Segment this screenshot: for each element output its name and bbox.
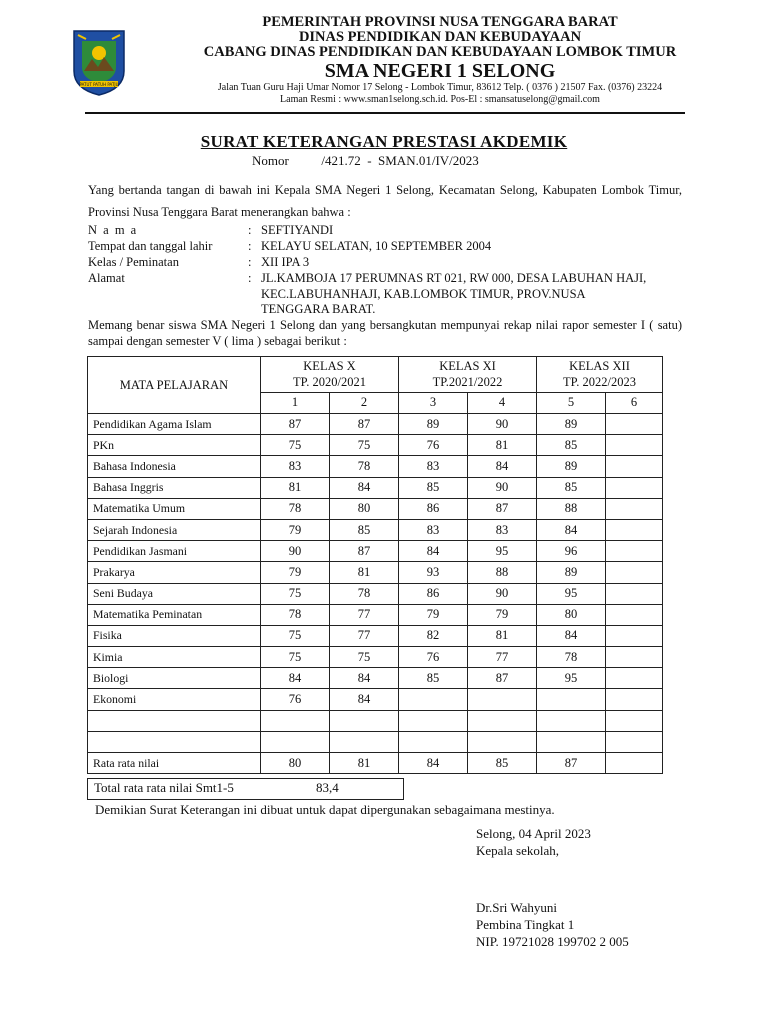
score-cell: 84	[399, 541, 468, 562]
score-cell	[606, 689, 663, 710]
header-line-3: CABANG DINAS PENDIDIKAN DAN KEBUDAYAAN LOMBOK TIMUR	[203, 44, 677, 60]
score-cell: 88	[537, 498, 606, 519]
letterhead	[140, 15, 740, 106]
score-cell: 75	[261, 625, 330, 646]
score-cell: 81	[468, 435, 537, 456]
score-cell: 85	[468, 753, 537, 774]
score-cell: 85	[537, 477, 606, 498]
score-cell	[468, 710, 537, 731]
document-number: Nomor /421.72 - SMAN.01/IV/2023	[252, 153, 479, 168]
score-cell: 87	[330, 414, 399, 435]
score-cell	[606, 647, 663, 668]
subject-cell: Sejarah Indonesia	[88, 519, 261, 540]
score-cell: 83	[399, 456, 468, 477]
score-cell: 84	[330, 689, 399, 710]
score-cell: 84	[330, 668, 399, 689]
header-line-2: DINAS PENDIDIKAN DAN KEBUDAYAAN	[298, 29, 582, 45]
subject-cell: Pendidikan Agama Islam	[88, 414, 261, 435]
score-cell	[261, 731, 330, 752]
score-cell: 78	[537, 647, 606, 668]
score-cell: 95	[537, 668, 606, 689]
header-divider	[85, 112, 685, 114]
table-row	[88, 477, 663, 498]
table-row	[88, 414, 663, 435]
score-cell	[537, 689, 606, 710]
logo-motto: PATUT PATUH PATJU	[79, 81, 119, 87]
subject-cell: Prakarya	[88, 562, 261, 583]
score-cell: 78	[261, 498, 330, 519]
subject-cell: Biologi	[88, 668, 261, 689]
score-cell: 89	[537, 562, 606, 583]
signature-name: Dr.Sri Wahyuni	[476, 900, 558, 915]
group-year: TP. 2020/2021	[293, 375, 366, 390]
score-cell: 85	[330, 519, 399, 540]
score-cell: 80	[261, 753, 330, 774]
score-cell: 93	[399, 562, 468, 583]
class-group-header	[399, 357, 537, 393]
score-cell: 75	[261, 583, 330, 604]
table-row	[88, 435, 663, 456]
score-cell: 84	[537, 519, 606, 540]
table-row	[88, 562, 663, 583]
score-cell: 87	[330, 541, 399, 562]
total-value: 83,4	[316, 780, 339, 795]
score-cell: 89	[537, 456, 606, 477]
subject-cell	[88, 731, 261, 752]
table-row	[88, 731, 663, 752]
score-cell	[606, 625, 663, 646]
school-address: Jalan Tuan Guru Haji Umar Nomor 17 Selong - Lombok Timur, 83612 Telp. ( 0376 ) 21507 Fax. (0376) 23224	[217, 82, 663, 93]
score-cell: 95	[468, 541, 537, 562]
subject-cell: Seni Budaya	[88, 583, 261, 604]
score-cell: 88	[468, 562, 537, 583]
score-cell: 75	[330, 435, 399, 456]
score-cell	[537, 710, 606, 731]
score-cell: 87	[468, 498, 537, 519]
signature-role: Kepala sekolah,	[476, 843, 560, 858]
score-cell: 85	[537, 435, 606, 456]
field-colon: :	[248, 223, 252, 237]
score-cell: 76	[399, 435, 468, 456]
subject-cell: Bahasa Indonesia	[88, 456, 261, 477]
subject-cell: Pendidikan Jasmani	[88, 541, 261, 562]
score-cell	[606, 668, 663, 689]
student-address: JL.KAMBOJA 17 PERUMNAS RT 021, RW 000, DESA LABUHAN HAJI, KEC.LABUHANHAJI, KAB.LOMBOK TIMUR, PROV.NUSA TENGGARA BARAT.	[261, 271, 647, 316]
semester-header-cell: 6	[606, 392, 663, 414]
score-cell: 84	[537, 625, 606, 646]
score-cell: 75	[261, 647, 330, 668]
group-year: TP. 2022/2023	[563, 375, 636, 390]
subject-cell: Matematika Peminatan	[88, 604, 261, 625]
signature-rank: Pembina Tingkat 1	[476, 917, 575, 932]
semester-header-cell: 1	[261, 392, 330, 414]
semester-header-cell: 3	[399, 392, 468, 414]
table-row	[88, 753, 663, 774]
table-row	[88, 456, 663, 477]
field-label: Kelas / Peminatan	[88, 255, 179, 269]
table-row	[88, 604, 663, 625]
school-website: Laman Resmi : www.sman1selong.sch.id. Pos-El : smansatuselong@gmail.com	[280, 94, 600, 105]
score-cell	[261, 710, 330, 731]
score-cell: 77	[330, 604, 399, 625]
score-cell: 81	[330, 562, 399, 583]
table-row	[88, 583, 663, 604]
score-cell	[537, 731, 606, 752]
semester-header-cell: 2	[330, 392, 399, 414]
semester-header-cell: 4	[468, 392, 537, 414]
score-cell	[330, 731, 399, 752]
score-cell	[606, 562, 663, 583]
score-cell	[606, 498, 663, 519]
score-cell	[468, 731, 537, 752]
school-name: SMA NEGERI 1 SELONG	[324, 60, 556, 82]
field-colon: :	[248, 271, 252, 285]
score-cell: 96	[537, 541, 606, 562]
score-cell	[606, 753, 663, 774]
document-title: SURAT KETERANGAN PRESTASI AKDEMIK	[200, 132, 568, 151]
grades-table	[87, 356, 663, 774]
subject-cell: Matematika Umum	[88, 498, 261, 519]
score-cell: 83	[261, 456, 330, 477]
student-birth: KELAYU SELATAN, 10 SEPTEMBER 2004	[261, 239, 492, 253]
score-cell: 81	[468, 625, 537, 646]
group-name: KELAS XI	[439, 359, 496, 374]
closing-sentence: Demikian Surat Keterangan ini dibuat untuk dapat dipergunakan sebagaimana mestinya.	[95, 802, 555, 817]
score-cell: 81	[330, 753, 399, 774]
table-row	[88, 647, 663, 668]
score-cell	[330, 710, 399, 731]
semester-header-cell: 5	[537, 392, 606, 414]
score-cell: 76	[399, 647, 468, 668]
score-cell	[606, 477, 663, 498]
subject-cell: Kimia	[88, 647, 261, 668]
score-cell	[468, 689, 537, 710]
score-cell	[606, 456, 663, 477]
score-cell: 89	[399, 414, 468, 435]
score-cell: 80	[330, 498, 399, 519]
score-cell: 90	[468, 583, 537, 604]
table-row	[88, 710, 663, 731]
score-cell: 86	[399, 583, 468, 604]
score-cell	[399, 689, 468, 710]
score-cell	[606, 541, 663, 562]
score-cell: 87	[261, 414, 330, 435]
intro-paragraph: Yang bertanda tangan di bawah ini Kepala SMA Negeri 1 Selong, Kecamatan Selong, Kabupaten Lombok Timur, Provinsi Nusa Tenggara Barat menerangkan bahwa :	[88, 183, 682, 219]
score-cell: 75	[330, 647, 399, 668]
score-cell	[606, 710, 663, 731]
score-cell: 80	[537, 604, 606, 625]
student-name: SEFTIYANDI	[261, 223, 334, 237]
score-cell: 77	[468, 647, 537, 668]
subject-cell: PKn	[88, 435, 261, 456]
score-cell: 79	[261, 562, 330, 583]
score-cell: 83	[468, 519, 537, 540]
table-row	[88, 689, 663, 710]
subject-header: MATA PELAJARAN	[88, 357, 261, 414]
subject-cell: Fisika	[88, 625, 261, 646]
score-cell: 78	[330, 583, 399, 604]
score-cell: 79	[399, 604, 468, 625]
score-cell	[399, 710, 468, 731]
score-cell: 86	[399, 498, 468, 519]
score-cell: 78	[330, 456, 399, 477]
header-line-1: PEMERINTAH PROVINSI NUSA TENGGARA BARAT	[262, 14, 618, 30]
field-label: Tempat dan tanggal lahir	[88, 239, 213, 253]
score-cell: 87	[468, 668, 537, 689]
score-cell: 84	[399, 753, 468, 774]
group-name: KELAS XII	[569, 359, 630, 374]
total-label: Total rata rata nilai Smt1-5	[94, 780, 234, 795]
score-cell: 90	[468, 477, 537, 498]
subject-cell: Rata rata nilai	[88, 753, 261, 774]
signature-place-date: Selong, 04 April 2023	[476, 826, 591, 841]
score-cell	[606, 604, 663, 625]
score-cell: 87	[537, 753, 606, 774]
score-cell	[606, 519, 663, 540]
table-row	[88, 625, 663, 646]
table-row	[88, 498, 663, 519]
group-year: TP.2021/2022	[432, 375, 503, 390]
ntb-province-emblem-icon	[70, 27, 128, 97]
score-cell: 78	[261, 604, 330, 625]
group-name: KELAS X	[303, 359, 356, 374]
score-cell: 85	[399, 477, 468, 498]
subject-cell	[88, 710, 261, 731]
score-cell: 79	[261, 519, 330, 540]
field-label: N a m a	[88, 223, 138, 237]
score-cell: 83	[399, 519, 468, 540]
score-cell: 90	[261, 541, 330, 562]
score-cell: 84	[330, 477, 399, 498]
score-cell	[606, 583, 663, 604]
score-cell	[606, 731, 663, 752]
score-cell	[399, 731, 468, 752]
field-colon: :	[248, 239, 252, 253]
table-row	[88, 541, 663, 562]
score-cell	[606, 414, 663, 435]
class-group-header	[537, 357, 663, 393]
score-cell: 77	[330, 625, 399, 646]
score-cell: 89	[537, 414, 606, 435]
subject-cell: Ekonomi	[88, 689, 261, 710]
score-cell: 82	[399, 625, 468, 646]
total-average-box	[87, 778, 404, 800]
table-row	[88, 519, 663, 540]
signature-nip: NIP. 19721028 199702 2 005	[476, 934, 629, 949]
score-cell: 75	[261, 435, 330, 456]
field-label: Alamat	[88, 271, 125, 285]
score-cell: 84	[261, 668, 330, 689]
score-cell: 84	[468, 456, 537, 477]
student-class: XII IPA 3	[261, 255, 310, 269]
score-cell: 95	[537, 583, 606, 604]
score-cell: 79	[468, 604, 537, 625]
subject-cell: Bahasa Inggris	[88, 477, 261, 498]
class-group-header	[261, 357, 399, 393]
score-cell	[606, 435, 663, 456]
field-colon: :	[248, 255, 252, 269]
statement-paragraph: Memang benar siswa SMA Negeri 1 Selong dan yang bersangkutan mempunyai rekap nilai rapor semester I ( satu) sampai dengan semester V ( lima ) sebagai berikut :	[88, 318, 682, 348]
score-cell: 90	[468, 414, 537, 435]
score-cell: 76	[261, 689, 330, 710]
score-cell: 81	[261, 477, 330, 498]
score-cell: 85	[399, 668, 468, 689]
table-row	[88, 668, 663, 689]
